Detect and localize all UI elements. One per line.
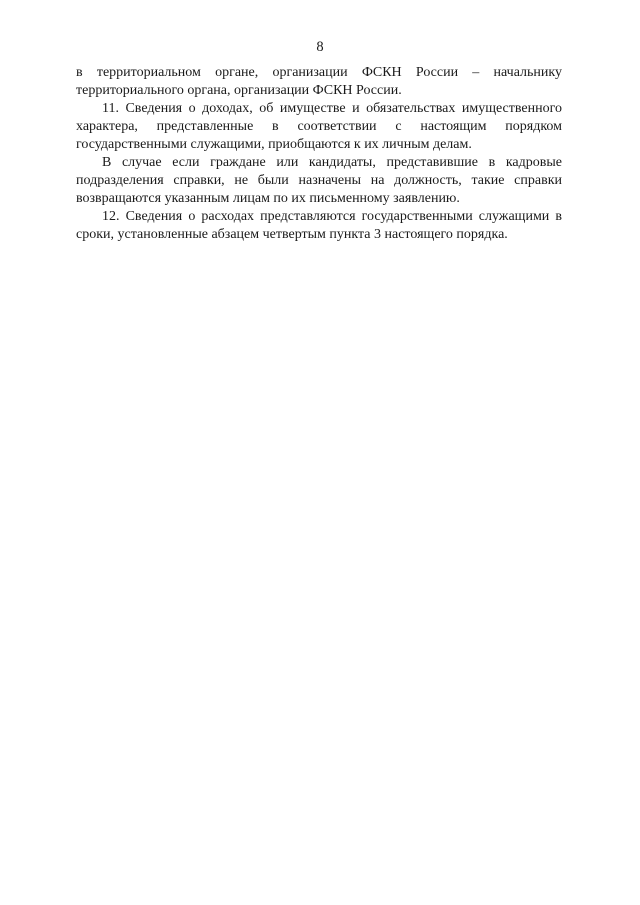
paragraph-item-12: 12. Сведения о расходах представляются государственными служащими в сроки, установленные абзацем четвертым пункта 3 настоящего порядка.: [76, 209, 562, 242]
document-body: [76, 64, 562, 244]
paragraph-item-11: 11. Сведения о доходах, об имуществе и обязательствах имущественного характера, представленные в соответствии с настоящим порядком государственными служащими, приобщаются к их личным делам.: [76, 101, 562, 152]
paragraph-continuation: в территориальном органе, организации ФСКН России – начальнику территориального органа, организации ФСКН России.: [76, 65, 562, 98]
paragraph-item-11-note: В случае если граждане или кандидаты, представившие в кадровые подразделения справки, не были назначены на должность, такие справки возвращаются указанным лицам по их письменному заявлению.: [76, 155, 562, 206]
page-number: 8: [316, 39, 324, 55]
